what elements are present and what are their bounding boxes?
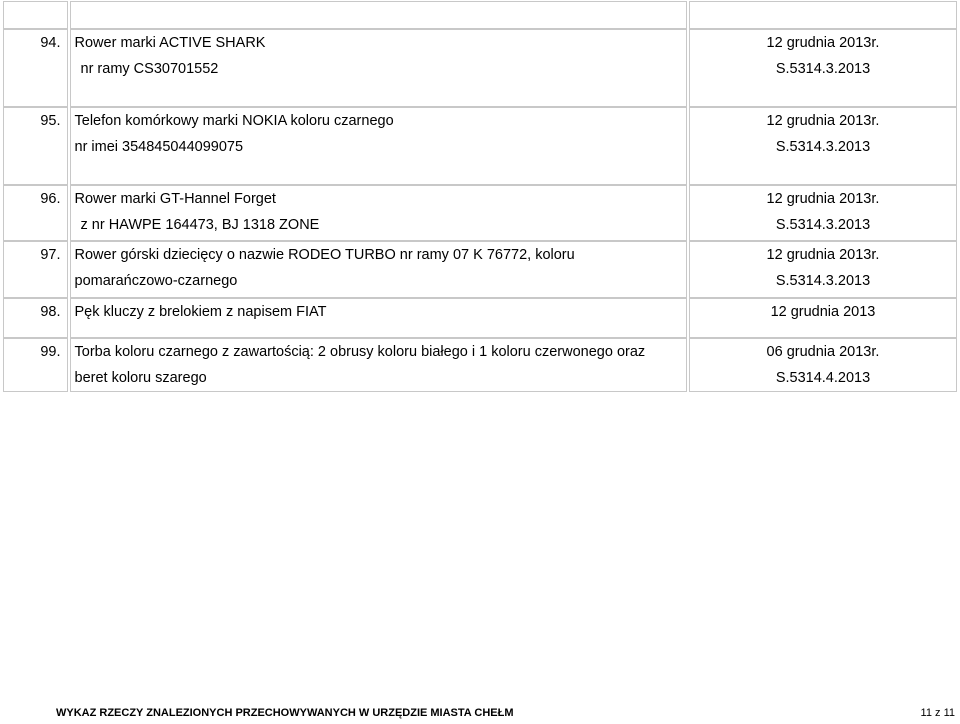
item-desc-line1: Torba koloru czarnego z zawartością: 2 obrusy koloru białego i 1 koloru czerwonego oraz bbox=[74, 344, 646, 360]
item-ref-text: S.5314.3.2013 bbox=[775, 61, 871, 77]
item-date-text: 12 grudnia 2013 bbox=[770, 304, 876, 320]
item-ref-text: S.5314.3.2013 bbox=[775, 139, 871, 155]
item-date bbox=[689, 29, 957, 107]
item-date bbox=[689, 241, 957, 298]
item-date-text: 12 grudnia 2013r. bbox=[766, 191, 880, 207]
header-cell-description bbox=[70, 1, 687, 29]
item-date-text: 06 grudnia 2013r. bbox=[766, 344, 880, 360]
item-description bbox=[70, 241, 687, 298]
item-number: 99. bbox=[3, 338, 68, 392]
footer-title: WYKAZ RZECZY ZNALEZIONYCH PRZECHOWYWANYCH W URZĘDZIE MIASTA CHEŁM bbox=[56, 707, 514, 719]
item-date bbox=[689, 185, 957, 241]
table-row-94 bbox=[3, 29, 957, 107]
table-row-96 bbox=[3, 185, 957, 241]
item-description bbox=[70, 298, 687, 338]
table-row-97 bbox=[3, 241, 957, 298]
item-desc-line2: beret koloru szarego bbox=[74, 370, 207, 386]
item-date-text: 12 grudnia 2013r. bbox=[766, 113, 880, 129]
table-row-98 bbox=[3, 298, 957, 338]
item-number: 97. bbox=[3, 241, 68, 298]
item-desc-line1: Rower górski dziecięcy o nazwie RODEO TURBO nr ramy 07 K 76772, koloru bbox=[74, 247, 575, 263]
table-header-row bbox=[3, 1, 957, 29]
items-table bbox=[1, 1, 959, 392]
item-description bbox=[70, 107, 687, 185]
item-desc-line2: nr ramy CS30701552 bbox=[80, 61, 219, 77]
table-row-95 bbox=[3, 107, 957, 185]
item-desc-line2: z nr HAWPE 164473, BJ 1318 ZONE bbox=[80, 217, 320, 233]
page-number: 11 z 11 bbox=[920, 707, 955, 719]
item-desc-line1: Rower marki GT-Hannel Forget bbox=[74, 191, 276, 207]
item-number: 96. bbox=[3, 185, 68, 241]
item-date bbox=[689, 338, 957, 392]
item-ref-text: S.5314.4.2013 bbox=[775, 370, 871, 386]
item-desc-line1: Rower marki ACTIVE SHARK bbox=[74, 35, 266, 51]
item-description bbox=[70, 29, 687, 107]
item-number: 98. bbox=[3, 298, 68, 338]
item-ref-text: S.5314.3.2013 bbox=[775, 273, 871, 289]
item-number: 94. bbox=[3, 29, 68, 107]
item-date-text: 12 grudnia 2013r. bbox=[766, 35, 880, 51]
header-cell-number bbox=[3, 1, 68, 29]
table-row-99 bbox=[3, 338, 957, 392]
item-date-text: 12 grudnia 2013r. bbox=[766, 247, 880, 263]
item-date bbox=[689, 298, 957, 338]
item-description bbox=[70, 185, 687, 241]
item-date bbox=[689, 107, 957, 185]
item-ref-text: S.5314.3.2013 bbox=[775, 217, 871, 233]
item-number: 95. bbox=[3, 107, 68, 185]
item-desc-line1: Pęk kluczy z brelokiem z napisem FIAT bbox=[74, 304, 327, 320]
item-desc-line2: pomarańczowo-czarnego bbox=[74, 273, 238, 289]
item-desc-line1: Telefon komórkowy marki NOKIA koloru czarnego bbox=[74, 113, 394, 129]
header-cell-date bbox=[689, 1, 957, 29]
item-description bbox=[70, 338, 687, 392]
item-desc-line2: nr imei 354845044099075 bbox=[74, 139, 244, 155]
